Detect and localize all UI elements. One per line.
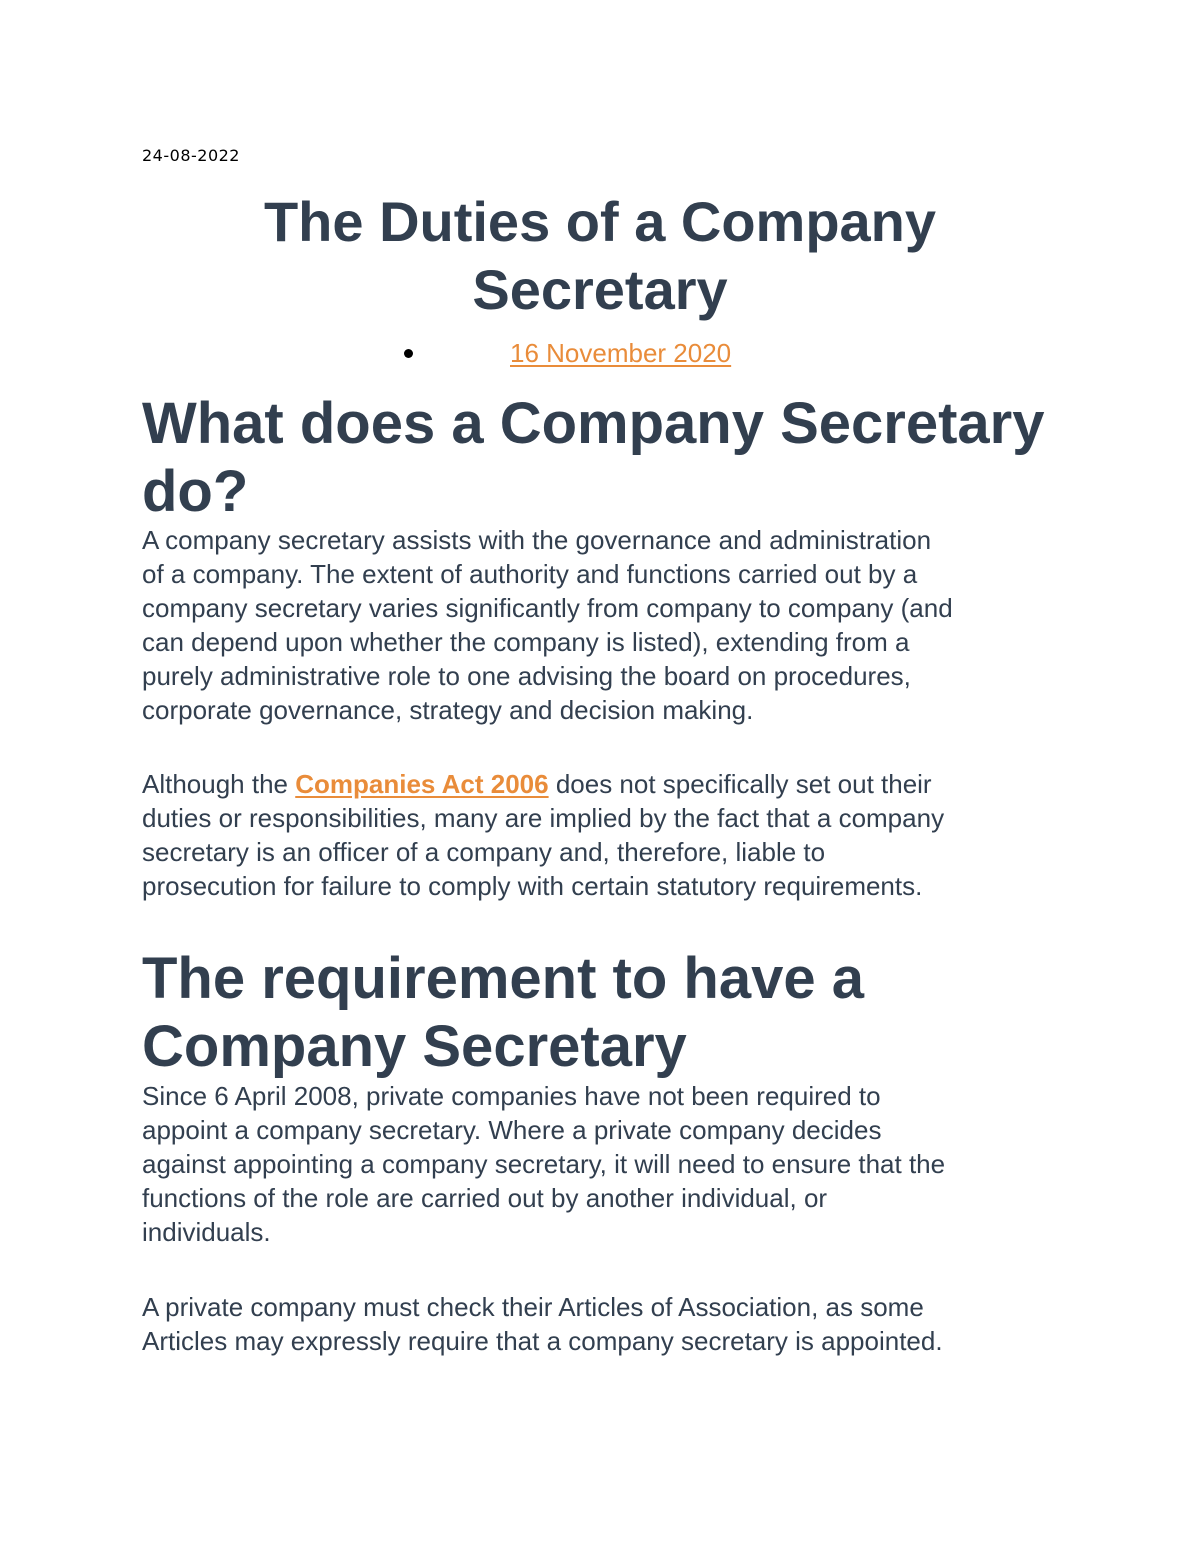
post-meta (0, 336, 1200, 372)
paragraph-line: Articles may expressly require that a company secretary is appointed. (142, 1326, 943, 1356)
paragraph-companies-act (142, 767, 944, 903)
paragraph-line: of a company. The extent of authority and functions carried out by a (142, 559, 918, 589)
paragraph-line: appoint a company secretary. Where a private company decides (142, 1115, 882, 1145)
paragraph-role-overview (142, 523, 953, 727)
paragraph-text: does not specifically set out their (548, 769, 932, 799)
paragraph-private-companies (142, 1079, 945, 1249)
companies-act-link[interactable]: Companies Act 2006 (295, 769, 549, 799)
page-title-line-2: Secretary (472, 258, 728, 321)
paragraph-line: prosecution for failure to comply with certain statutory requirements. (142, 871, 923, 901)
paragraph-line: against appointing a company secretary, it will need to ensure that the (142, 1149, 946, 1179)
paragraph-line: A private company must check their Articles of Association, as some (142, 1292, 924, 1322)
paragraph-line: duties or responsibilities, many are implied by the fact that a company (142, 803, 945, 833)
paragraph-text: Although the (142, 769, 296, 799)
section-heading-line: The requirement to have a (142, 946, 864, 1011)
paragraph-line: A company secretary assists with the governance and administration (142, 525, 932, 555)
post-date-link[interactable]: 16 November 2020 (510, 338, 732, 368)
paragraph-line: functions of the role are carried out by another individual, or (142, 1183, 828, 1213)
section-heading-what-does (142, 390, 1045, 526)
section-heading-line: What does a Company Secretary (142, 391, 1045, 456)
paragraph-line: can depend upon whether the company is listed), extending from a (142, 627, 910, 657)
section-heading-line: Company Secretary (142, 1014, 687, 1079)
paragraph-line (142, 767, 944, 801)
document-date: 24-08-2022 (142, 146, 240, 165)
bullet-icon (404, 349, 413, 358)
paragraph-line: individuals. (142, 1217, 271, 1247)
section-heading-requirement (142, 945, 864, 1081)
paragraph-line: Since 6 April 2008, private companies have not been required to (142, 1081, 881, 1111)
page-title (100, 188, 1100, 324)
page-title-line-1: The Duties of a Company (263, 190, 937, 253)
paragraph-line: company secretary varies significantly from company to company (and (142, 593, 953, 623)
paragraph-articles-of-association (142, 1290, 943, 1358)
section-heading-line: do? (142, 459, 249, 524)
paragraph-line: purely administrative role to one advising the board on procedures, (142, 661, 911, 691)
paragraph-line: corporate governance, strategy and decision making. (142, 695, 754, 725)
paragraph-line: secretary is an officer of a company and, therefore, liable to (142, 837, 826, 867)
